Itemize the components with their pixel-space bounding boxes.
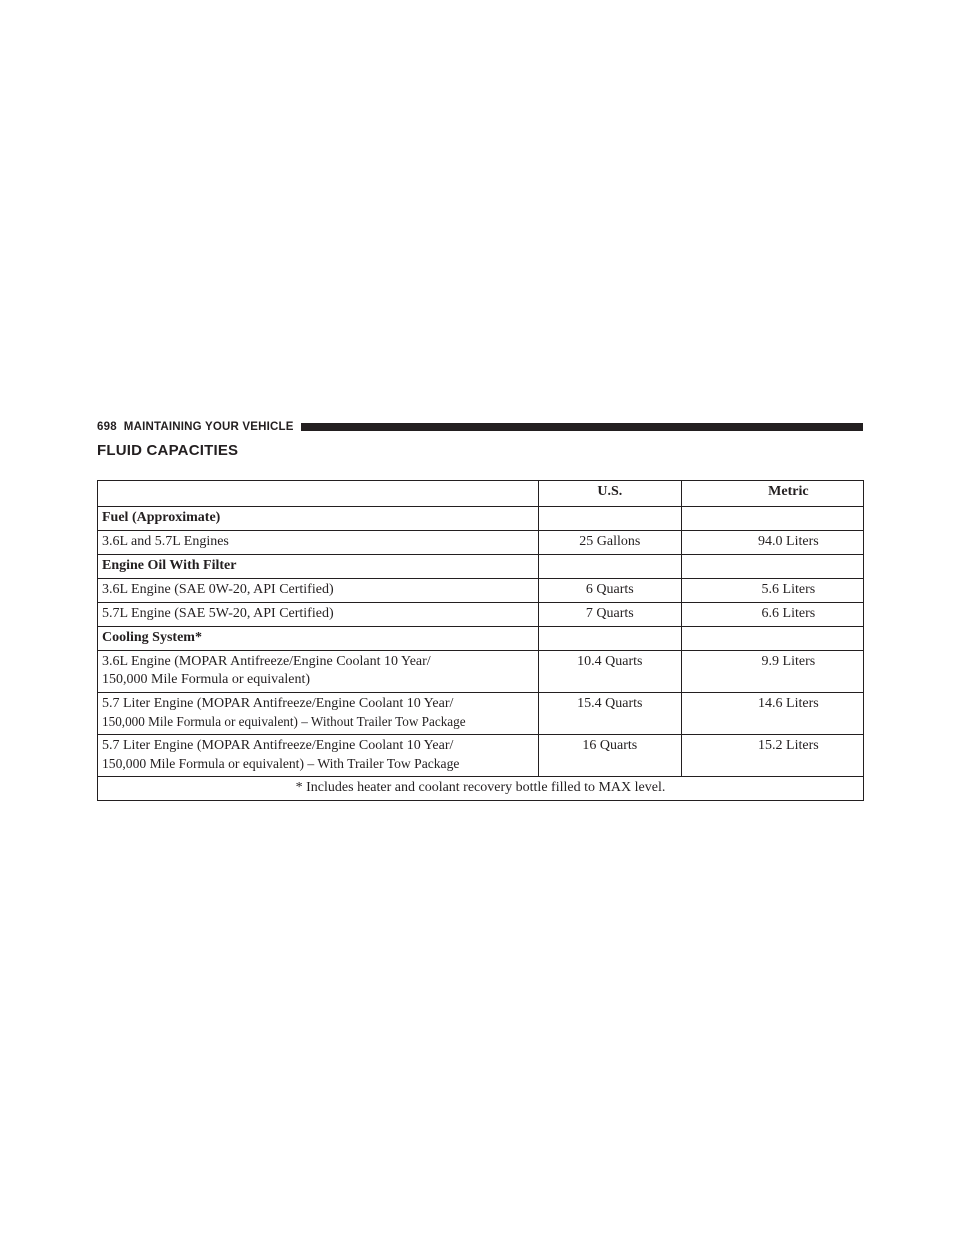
- row-us-value: [538, 555, 681, 579]
- table-row: [98, 555, 864, 579]
- table-row: [98, 579, 864, 603]
- row-label-line: 150,000 Mile Formula or equivalent) – Without Trailer Tow Package: [102, 714, 466, 729]
- table-row: [98, 627, 864, 651]
- row-metric-value: 94.0 Liters: [681, 531, 863, 555]
- row-label: [98, 693, 539, 735]
- row-label: [98, 651, 539, 693]
- row-label: 3.6L Engine (SAE 0W-20, API Certified): [98, 579, 539, 603]
- table-row: [98, 735, 864, 777]
- table-row: [98, 531, 864, 555]
- row-label-line: 150,000 Mile Formula or equivalent): [102, 672, 311, 687]
- table-row: [98, 693, 864, 735]
- row-metric-value: [681, 627, 863, 651]
- row-us-value: [538, 627, 681, 651]
- row-us-value: 15.4 Quarts: [538, 693, 681, 735]
- row-us-value: 7 Quarts: [538, 603, 681, 627]
- table-footnote-row: [98, 777, 864, 801]
- page-header: [97, 419, 863, 435]
- page-number: 698: [97, 421, 117, 433]
- row-label: 3.6L and 5.7L Engines: [98, 531, 539, 555]
- row-label-line: 5.7 Liter Engine (MOPAR Antifreeze/Engine Coolant 10 Year/: [102, 738, 454, 753]
- row-label-line: 150,000 Mile Formula or equivalent) – With Trailer Tow Package: [102, 756, 460, 771]
- row-us-value: 10.4 Quarts: [538, 651, 681, 693]
- row-label: 5.7L Engine (SAE 5W-20, API Certified): [98, 603, 539, 627]
- section-label: MAINTAINING YOUR VEHICLE: [123, 421, 294, 433]
- row-metric-value: 15.2 Liters: [681, 735, 863, 777]
- row-metric-value: 5.6 Liters: [681, 579, 863, 603]
- table-header-row: [98, 481, 864, 507]
- row-label: Fuel (Approximate): [98, 507, 539, 531]
- row-label-line: 3.6L Engine (MOPAR Antifreeze/Engine Coolant 10 Year/: [102, 654, 431, 669]
- row-us-value: 16 Quarts: [538, 735, 681, 777]
- column-header-us: U.S.: [538, 481, 681, 507]
- column-header-metric: Metric: [681, 481, 863, 507]
- row-us-value: 6 Quarts: [538, 579, 681, 603]
- row-label: Engine Oil With Filter: [98, 555, 539, 579]
- row-metric-value: 14.6 Liters: [681, 693, 863, 735]
- table-row: [98, 507, 864, 531]
- row-us-value: [538, 507, 681, 531]
- fluid-capacities-table: [97, 480, 864, 801]
- row-us-value: 25 Gallons: [538, 531, 681, 555]
- row-label: [98, 735, 539, 777]
- row-metric-value: 6.6 Liters: [681, 603, 863, 627]
- row-label: Cooling System*: [98, 627, 539, 651]
- row-metric-value: 9.9 Liters: [681, 651, 863, 693]
- row-metric-value: [681, 507, 863, 531]
- header-rule: [301, 423, 863, 431]
- column-header-item: [98, 481, 539, 507]
- section-title: FLUID CAPACITIES: [97, 442, 239, 459]
- table-footnote: * Includes heater and coolant recovery bottle filled to MAX level.: [98, 777, 864, 801]
- table-row: [98, 651, 864, 693]
- table-row: [98, 603, 864, 627]
- row-metric-value: [681, 555, 863, 579]
- row-label-line: 5.7 Liter Engine (MOPAR Antifreeze/Engine Coolant 10 Year/: [102, 696, 454, 711]
